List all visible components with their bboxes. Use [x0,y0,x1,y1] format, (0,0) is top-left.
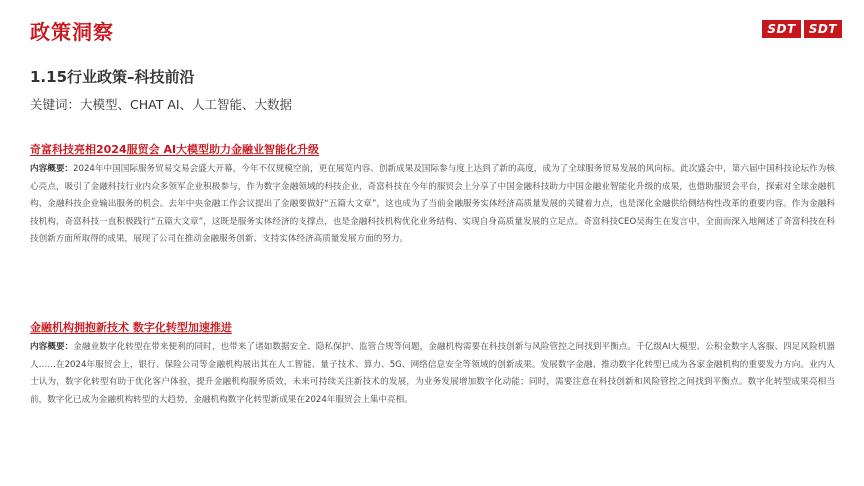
article-headline-link[interactable]: 奇富科技亮相2024服贸会 AI大模型助力金融业智能化升级 [30,143,320,156]
article-body [30,339,835,409]
article-block [30,141,835,249]
summary-label: 内容概要： [30,164,74,174]
logo-mark-2: SDT [804,20,842,38]
article-headline-link[interactable]: 金融机构拥抱新技术 数字化转型加速推进 [30,321,232,334]
article-body [30,161,835,249]
summary-text: 2024年中国国际服务贸易交易会盛大开幕，今年不仅规模空前，更在展览内容、创新成果及国际参与度上达到了新的高度，成为了全球服务贸易发展的风向标。此次盛会中，第六届中国科技论坛作为核心亮点，吸引了金融科技行业内众多领军企业积极参与，作为数字金融领域的科技企业，奇富科技在今年的服贸会上分享了中国金融科技助力中国金融业智能化升级的成果，也借助服贸会平台，探索对全球金融机构、金融科技企业输出服务的机会。去年中央金融工作会议提出了金融要做好“五篇大文章”，这也成为了当前金融服务实体经济高质量发展的关键着力点，也是深化金融供给侧结构性改革的重要内容。作为金融科技机构，奇富科技一直积极践行“五篇大文章”，这既是服务实体经济的支撑点，也是金融科技机构优化业务结构、实现自身高质量发展的立足点。奇富科技CEO吴海生在发言中，全面而深入地阐述了奇富科技在科技创新方面所取得的成果，展现了公司在推动金融服务创新、支持实体经济高质量发展方面的努力。 [30,164,835,244]
brand-logo [762,20,842,38]
section-title: 1.15行业政策–科技前沿 [30,68,195,86]
article-block [30,319,835,409]
summary-label: 内容概要： [30,342,74,352]
page-title: 政策洞察 [30,20,114,44]
summary-text: 金融业数字化转型在带来便利的同时，也带来了诸如数据安全、隐私保护、监管合规等问题，金融机构需要在科技创新与风险管控之间找到平衡点。千亿级AI大模型、公积金数字人客服、四足风险机器人……在2024年服贸会上，银行、保险公司等金融机构展出其在人工智能、量子技术、算力、5G、网络信息安全等领域的创新成果。发展数字金融、推动数字化转型已成为各家金融机构的重要发力方向。业内人士认为，数字化转型有助于优化客户体验，提升金融机构服务质效，未来可持续关注新技术的发展，为业务发展增加数字化动能；同时，需要注意在科技创新和风险管控之间找到平衡点。数字化转型成果亮相当前，数字化已成为金融机构转型的大趋势，金融机构数字化转型新成果在2024年服贸会上集中亮相。 [30,342,835,405]
keywords-line: 关键词：大模型、CHAT AI、人工智能、大数据 [30,97,293,112]
logo-mark-1: SDT [762,20,800,38]
